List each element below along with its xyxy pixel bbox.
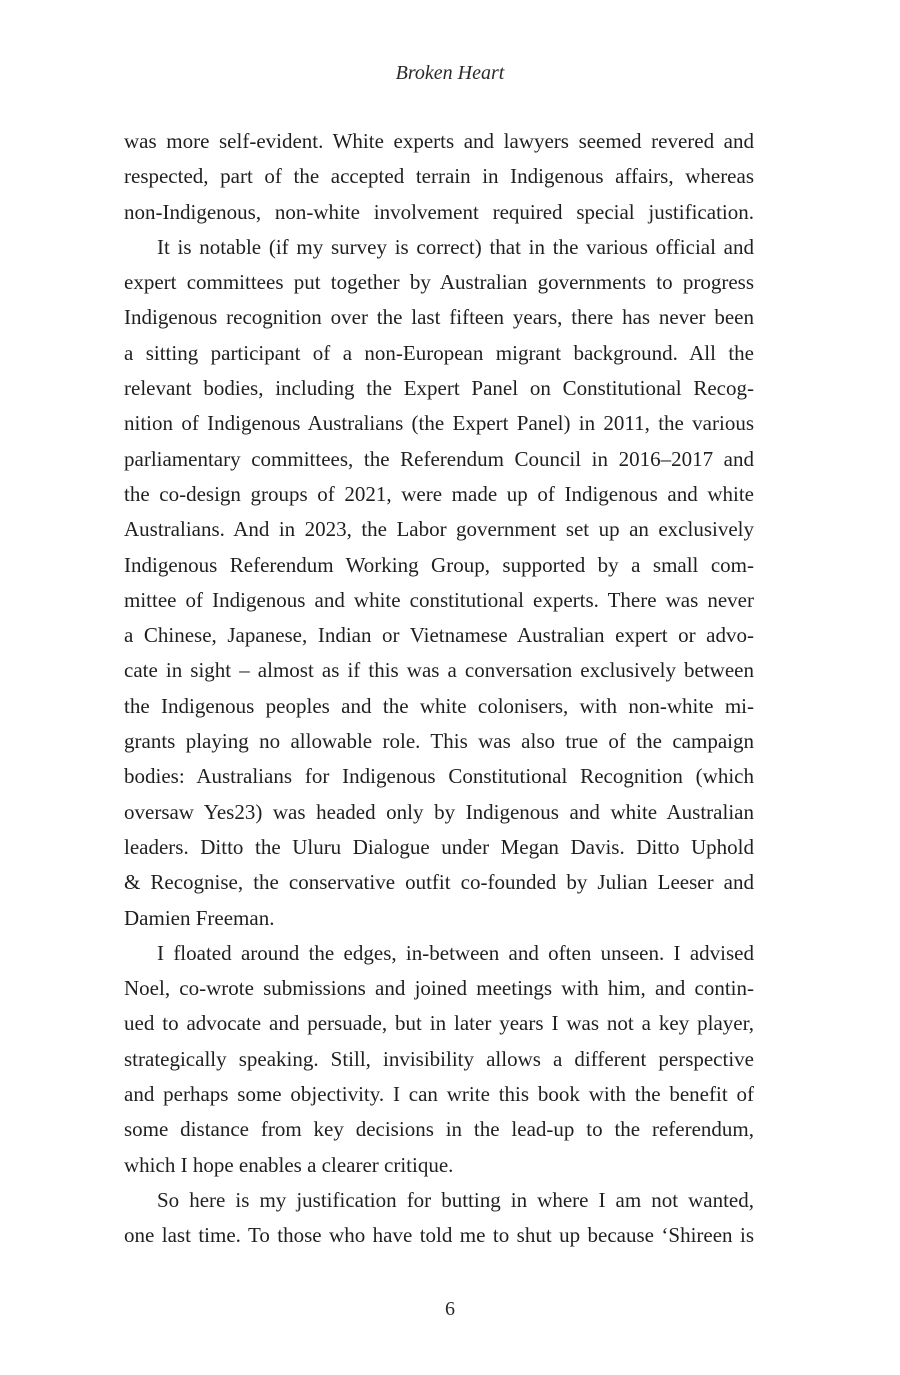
text-line: parliamentary committees, the Referendum Council in 2016–2017 and <box>124 446 754 471</box>
text-line: Damien Freeman. <box>124 905 275 930</box>
text-line: the Indigenous peoples and the white colonisers, with non-white mi- <box>124 693 754 718</box>
text-line: was more self-evident. White experts and lawyers seemed revered and <box>124 129 754 153</box>
text-line: some distance from key decisions in the lead-up to the referendum, <box>124 1117 754 1142</box>
text-line: Indigenous recognition over the last fifteen years, there has never been <box>124 305 754 330</box>
text-line: oversaw Yes23) was headed only by Indigenous and white Australian <box>124 799 754 824</box>
text-line: a Chinese, Japanese, Indian or Vietnamese Australian expert or advo- <box>124 623 754 648</box>
text-line: I floated around the edges, in-between and often unseen. I advised <box>157 940 754 965</box>
text-line: Australians. And in 2023, the Labor government set up an exclusively <box>124 517 754 542</box>
text-line: leaders. Ditto the Uluru Dialogue under Megan Davis. Ditto Uphold <box>124 834 754 859</box>
text-line: a sitting participant of a non-European migrant background. All the <box>124 340 754 365</box>
text-line: expert committees put together by Australian governments to progress <box>124 270 754 295</box>
text-line: bodies: Australians for Indigenous Constitutional Recognition (which <box>124 764 754 789</box>
text-line: the co-design groups of 2021, were made up of Indigenous and white <box>124 481 754 506</box>
text-line: respected, part of the accepted terrain in Indigenous affairs, whereas <box>124 164 754 189</box>
text-line: relevant bodies, including the Expert Panel on Constitutional Recog- <box>124 376 754 401</box>
text-line: non-Indigenous, non-white involvement required special justification. <box>124 199 754 224</box>
text-line: ued to advocate and persuade, but in later years I was not a key player, <box>124 1011 754 1036</box>
running-head: Broken Heart <box>395 62 505 84</box>
text-line: Noel, co-wrote submissions and joined meetings with him, and contin- <box>124 976 754 1001</box>
text-line: cate in sight – almost as if this was a conversation exclusively between <box>124 658 754 683</box>
body-text <box>124 124 754 1254</box>
text-line: It is notable (if my survey is correct) that in the various official and <box>157 234 754 259</box>
page-number: 6 <box>445 1298 455 1320</box>
text-line: nition of Indigenous Australians (the Expert Panel) in 2011, the various <box>124 411 754 436</box>
text-line: mittee of Indigenous and white constitutional experts. There was never <box>124 587 754 612</box>
text-line: strategically speaking. Still, invisibility allows a different perspective <box>124 1046 754 1071</box>
text-line: Indigenous Referendum Working Group, supported by a small com- <box>124 552 754 577</box>
text-line: which I hope enables a clearer critique. <box>124 1152 454 1177</box>
text-line: one last time. To those who have told me to shut up because ‘Shireen is <box>124 1223 754 1248</box>
text-line: and perhaps some objectivity. I can write this book with the benefit of <box>124 1082 754 1107</box>
text-line: & Recognise, the conservative outfit co-founded by Julian Leeser and <box>124 870 754 895</box>
text-line: So here is my justification for butting in where I am not wanted, <box>157 1187 754 1212</box>
text-line: grants playing no allowable role. This was also true of the campaign <box>124 729 754 754</box>
